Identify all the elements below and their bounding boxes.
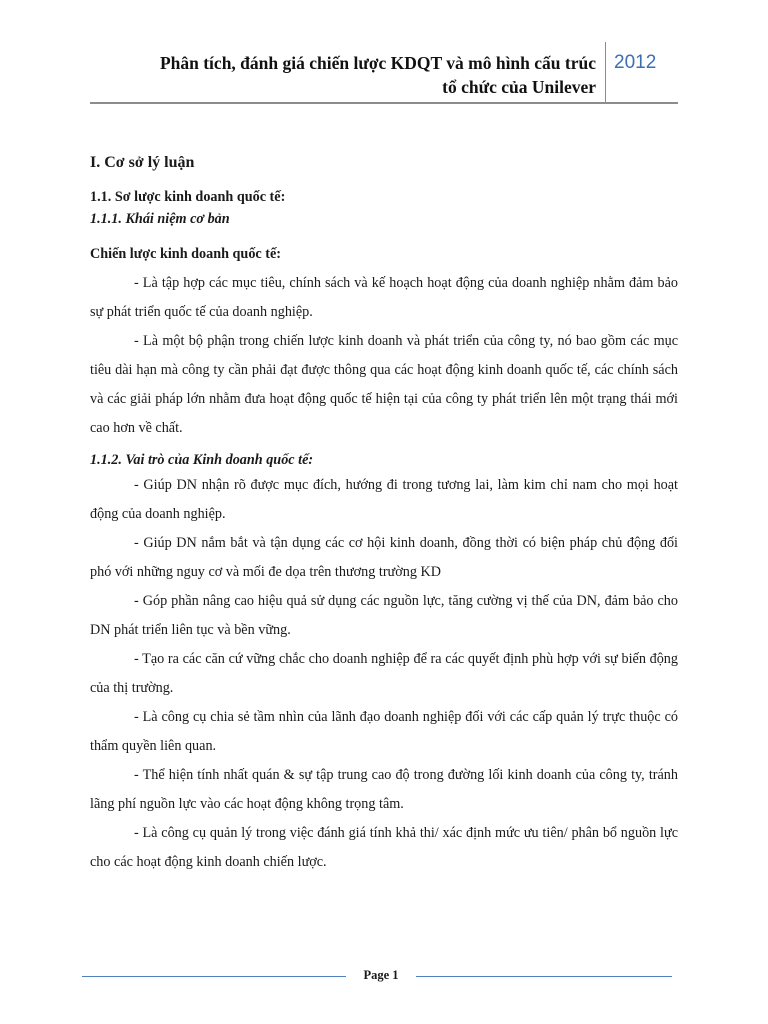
document-body [90, 148, 678, 877]
page-number: Page 1 [363, 968, 399, 982]
subsection-heading: 1.1. Sơ lược kinh doanh quốc tế: [90, 189, 286, 205]
document-title-line2: tổ chức của Unilever [442, 77, 596, 97]
footer-rule-left [82, 976, 346, 977]
role-bullet: - Giúp DN nắm bắt và tận dụng các cơ hội kinh doanh, đồng thời có biện pháp chủ động đối phó với những nguy cơ và mối đe dọa trên thương trường KD [90, 535, 678, 580]
footer-rule-right [416, 976, 672, 977]
document-title [90, 51, 596, 99]
role-bullet: - Tạo ra các căn cứ vững chắc cho doanh nghiệp để ra các quyết định phù hợp với sự biến động của thị trường. [90, 651, 678, 696]
role-bullet: - Thể hiện tính nhất quán & sự tập trung cao độ trong đường lối kinh doanh của công ty, tránh lãng phí nguồn lực vào các hoạt động không trọng tâm. [90, 767, 678, 812]
role-bullet: - Là công cụ quản lý trong việc đánh giá tính khả thi/ xác định mức ưu tiên/ phân bổ nguồn lực cho các hoạt động kinh doanh chiến lược. [90, 825, 678, 870]
role-bullet: - Là công cụ chia sẻ tầm nhìn của lãnh đạo doanh nghiệp đối với các cấp quản lý trực thuộc có thẩm quyền liên quan. [90, 709, 678, 754]
page-header [90, 42, 678, 104]
header-year: 2012 [614, 52, 657, 73]
definition-bullet: - Là một bộ phận trong chiến lược kinh doanh và phát triển của công ty, nó bao gồm các mục tiêu dài hạn mà công ty cần phải đạt được thông qua các hoạt động kinh doanh quốc tế, các chính sách và các giải pháp lớn nhằm đưa hoạt động quốc tế hiện tại của công ty phát triển lên một trạng thái mới cao hơn về chất. [90, 333, 678, 436]
header-divider [605, 42, 606, 102]
page-footer [82, 966, 672, 990]
subsubsection-heading-1: 1.1.1. Khái niệm cơ bản [90, 211, 230, 227]
subsubsection-heading-2: 1.1.2. Vai trò của Kinh doanh quốc tế: [90, 452, 314, 468]
role-bullet: - Góp phần nâng cao hiệu quả sử dụng các nguồn lực, tăng cường vị thế của DN, đảm bảo cho DN phát triển liên tục và bền vững. [90, 593, 678, 638]
definition-heading: Chiến lược kinh doanh quốc tế: [90, 246, 281, 262]
section-heading: I. Cơ sở lý luận [90, 154, 195, 171]
document-title-line1: Phân tích, đánh giá chiến lược KDQT và mô hình cấu trúc [159, 53, 596, 73]
definition-bullet: - Là tập hợp các mục tiêu, chính sách và kế hoạch hoạt động của doanh nghiệp nhằm đảm bảo sự phát triển quốc tế của doanh nghiệp. [90, 275, 678, 320]
role-bullet: - Giúp DN nhận rõ được mục đích, hướng đi trong tương lai, làm kim chỉ nam cho mọi hoạt động của doanh nghiệp. [90, 477, 678, 522]
